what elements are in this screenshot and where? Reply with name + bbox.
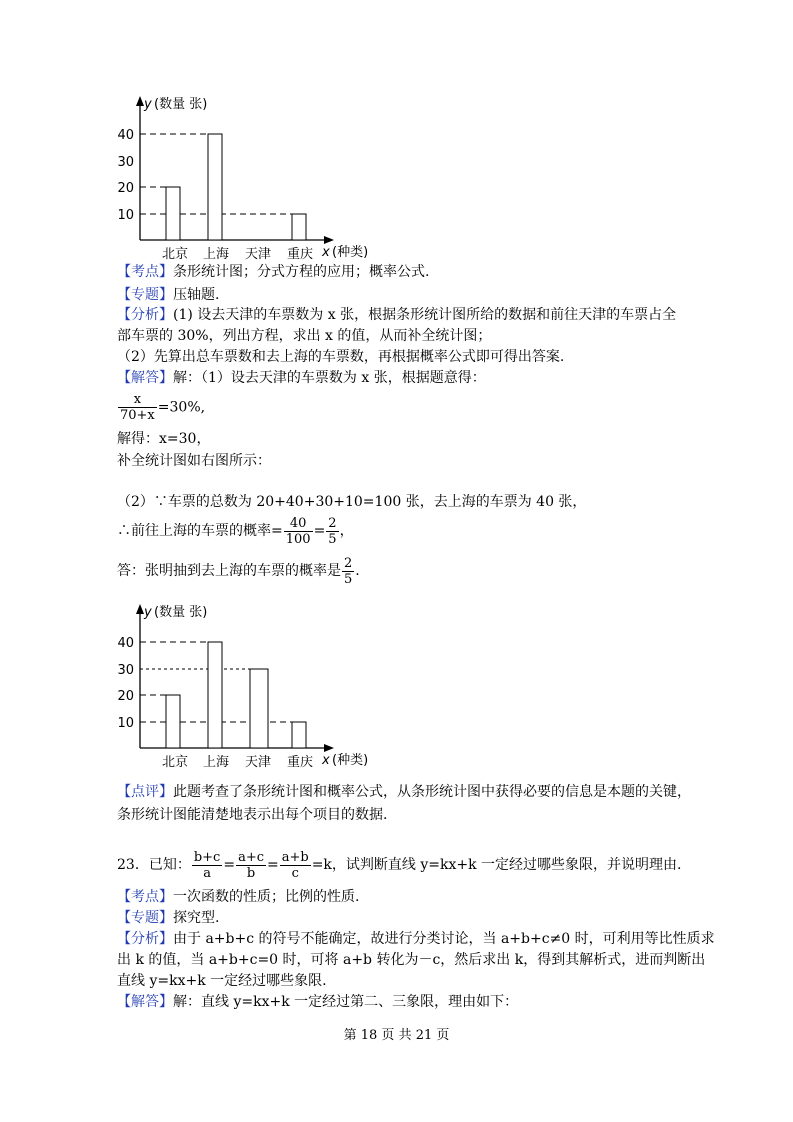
q23-frac2-den: b <box>246 865 256 881</box>
q23-zhuanti-text: 探究型. <box>173 910 220 926</box>
q23-frac-3 <box>280 850 311 881</box>
q23-jieda <box>117 992 518 1012</box>
page-footer: 第 18 页 共 21 页 <box>343 1028 450 1043</box>
fenxi-line-1: (1) 设去天津的车票数为 x 张，根据条形统计图所给的数据和前往天津的车票占全 <box>173 307 677 323</box>
chart1-x-var: x <box>322 245 330 260</box>
q23-kaodian-text: 一次函数的性质；比例的性质. <box>173 889 360 905</box>
q23-frac1-num: b+c <box>193 849 221 865</box>
prob-num-2: 2 <box>328 515 337 531</box>
chart2-cat-shanghai: 上海 <box>202 755 230 770</box>
equation-1 <box>117 392 205 423</box>
chart2-x-var: x <box>322 753 330 768</box>
prob-fraction-1 <box>284 516 313 547</box>
q23-fenxi-line-1: 由于 a+b+c 的符号不能确定，故进行分类讨论，当 a+b+c≠0 时，可利用等比性质求 <box>173 931 715 947</box>
chart2-cat-chongqing: 重庆 <box>286 755 314 770</box>
dianping-line-1: 此题考查了条形统计图和概率公式，从条形统计图中获得必要的信息是本题的关键， <box>173 784 691 800</box>
zhuanti-tag: 【专题】 <box>117 287 173 303</box>
kaodian-tag: 【考点】 <box>117 264 173 280</box>
chart2-tick-30: 30 <box>117 663 134 678</box>
complete-chart-line: 补全统计图如右图所示： <box>117 453 271 469</box>
prob-fraction-2 <box>326 516 338 547</box>
q23-jieda-tag: 【解答】 <box>117 994 173 1010</box>
chart2-cat-tianjin: 天津 <box>244 755 272 770</box>
chart2-y-unit: (数量 张) <box>154 605 208 620</box>
chart1-y-var: y <box>144 97 152 112</box>
q23-eq-1: = <box>223 857 236 873</box>
q23-frac1-den: a <box>203 865 211 881</box>
q22-fenxi-3: （2）先算出总车票数和去上海的车票数，再根据概率公式即可得出答案. <box>117 349 565 365</box>
q23-frac2-num: a+c <box>238 849 264 865</box>
chart1-cat-tianjin: 天津 <box>244 247 272 262</box>
bar-chart-incomplete <box>110 88 410 268</box>
dianping-tag: 【点评】 <box>117 784 173 800</box>
chart2-bar-beijing <box>166 695 180 748</box>
chart1-y-arrow <box>136 96 144 106</box>
prob-den-2: 5 <box>328 531 337 547</box>
q23-stem <box>117 848 682 882</box>
chart1-tick-20: 20 <box>117 181 134 196</box>
probability-line <box>117 514 354 548</box>
chart2-tick-20: 20 <box>117 689 134 704</box>
q23-prefix: 23．已知： <box>117 857 191 873</box>
eq1-numerator: x <box>118 392 157 408</box>
q23-zhuanti <box>117 908 219 928</box>
q22-zhuanti <box>117 285 219 305</box>
q23-kaodian <box>117 887 359 907</box>
chart2-y-var: y <box>144 605 152 620</box>
chart1-x-unit: (种类) <box>332 245 369 260</box>
chart2-tick-40: 40 <box>117 636 134 651</box>
chart2-x-arrow <box>324 744 334 752</box>
q23-fenxi-2: 出 k 的值，当 a+b+c=0 时，可将 a+b 转化为－c，然后求出 k，得到其解析式，进而判断出 <box>117 952 706 968</box>
chart2-tick-10: 10 <box>117 716 134 731</box>
eq1-fraction <box>118 392 157 423</box>
chart1-cat-beijing: 北京 <box>161 247 189 262</box>
q22-dianping <box>117 782 691 802</box>
chart1-tick-40: 40 <box>117 128 134 143</box>
chart1-cat-shanghai: 上海 <box>202 247 230 262</box>
q23-frac-2 <box>236 850 266 881</box>
answer-prefix: 答：张明抽到去上海的车票的概率是 <box>117 563 341 579</box>
q23-fenxi-tag: 【分析】 <box>117 931 173 947</box>
zhuanti-text: 压轴题. <box>173 287 220 303</box>
q22-fenxi-2: 部车票的 30%，列出方程，求出 x 的值，从而补全统计图； <box>117 328 492 344</box>
q22-kaodian <box>117 262 429 282</box>
jieda-line-1: 解：（1）设去天津的车票数为 x 张，根据题意得： <box>173 370 486 386</box>
prob-den-1: 100 <box>285 531 311 547</box>
prob-prefix: ∴前往上海的车票的概率= <box>117 523 283 539</box>
q22-dianping-2: 条形统计图能清楚地表示出每个项目的数据. <box>117 807 388 823</box>
chart2-bar-shanghai <box>208 642 222 748</box>
jieda-tag: 【解答】 <box>117 370 173 386</box>
q22-jieda <box>117 368 486 388</box>
prob-num-1: 40 <box>284 516 313 532</box>
chart2-cat-beijing: 北京 <box>161 755 189 770</box>
q23-fenxi-1 <box>117 929 715 949</box>
q22-fenxi-1 <box>117 305 676 325</box>
chart1-tick-30: 30 <box>117 155 134 170</box>
chart1-tick-10: 10 <box>117 208 134 223</box>
solve-line: 解得：x=30， <box>117 431 211 447</box>
chart1-bar-beijing <box>166 187 180 240</box>
q23-kaodian-tag: 【考点】 <box>117 889 173 905</box>
chart2-bar-chongqing <box>292 722 306 748</box>
answer-line <box>117 554 360 588</box>
answer-den: 5 <box>344 571 353 587</box>
chart1-x-arrow <box>324 236 334 244</box>
prob-end: ， <box>339 523 354 539</box>
kaodian-text: 条形统计图；分式方程的应用；概率公式. <box>173 264 430 280</box>
chart1-cat-chongqing: 重庆 <box>286 247 314 262</box>
chart1-bar-shanghai <box>208 134 222 240</box>
chart2-y-arrow <box>136 604 144 614</box>
prob-equals: = <box>313 523 326 539</box>
answer-fraction <box>342 556 354 587</box>
eq1-rhs: =30%, <box>157 399 206 416</box>
chart1-bar-chongqing <box>292 214 306 240</box>
q23-fenxi-3: 直线 y=kx+k 一定经过哪些象限. <box>117 973 327 989</box>
part2-line: （2）∵车票的总数为 20+40+30+10=100 张，去上海的车票为 40 张， <box>117 494 587 510</box>
q23-frac3-den: c <box>291 865 299 881</box>
bar-chart-complete <box>110 596 410 776</box>
q23-zhuanti-tag: 【专题】 <box>117 910 173 926</box>
q23-frac-1 <box>192 850 223 881</box>
chart2-x-unit: (种类) <box>332 753 369 768</box>
q23-suffix: =k，试判断直线 y=kx+k 一定经过哪些象限，并说明理由. <box>311 857 682 873</box>
q23-eq-2: = <box>267 857 279 873</box>
chart1-y-unit: (数量 张) <box>154 97 208 112</box>
fenxi-tag: 【分析】 <box>117 307 173 323</box>
q23-frac3-num: a+b <box>281 849 309 865</box>
answer-num: 2 <box>344 555 353 571</box>
answer-end: . <box>355 563 360 579</box>
chart2-bar-tianjin <box>250 669 268 748</box>
eq1-denominator: 70+x <box>120 408 155 423</box>
q23-jieda-text: 解：直线 y=kx+k 一定经过第二、三象限，理由如下： <box>173 994 519 1010</box>
